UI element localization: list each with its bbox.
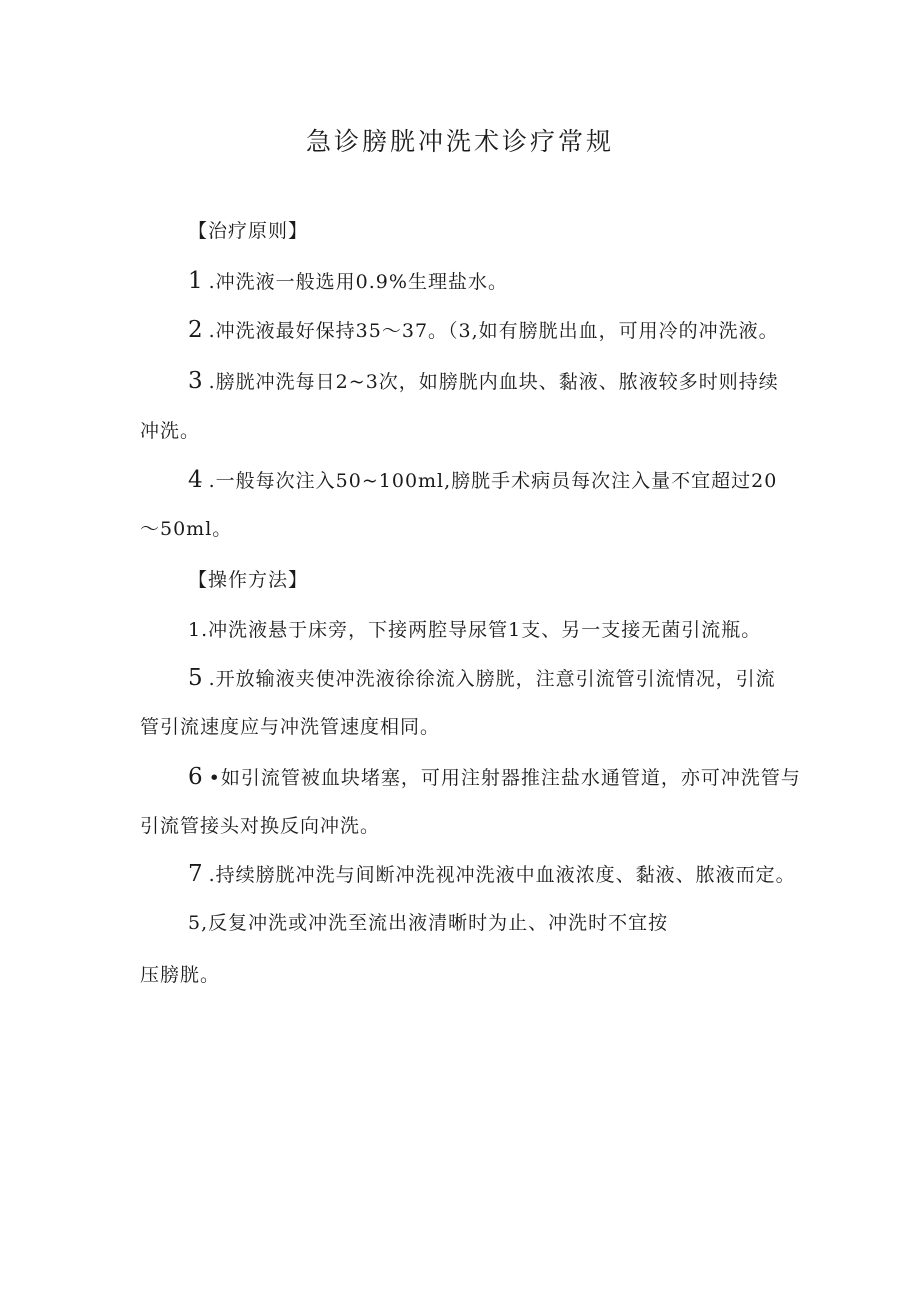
list-item — [188, 861, 796, 888]
section-heading-method: 【操作方法】 — [188, 569, 309, 591]
item-text: .开放输液夹使冲洗液徐徐流入膀胱，注意引流管引流情况，引流 — [208, 668, 776, 690]
item-text: 1.冲洗液悬于床旁，下接两腔导尿管1支、另一支接无菌引流瓶。 — [188, 619, 762, 641]
list-item — [188, 910, 668, 936]
item-number: 6 — [188, 764, 203, 790]
item-text: .冲洗液最好保持35～37。（3,如有膀胱出血，可用冷的冲洗液。 — [208, 320, 779, 342]
list-item — [188, 617, 761, 643]
item-number: 1 — [188, 268, 203, 294]
item-number: 2 — [188, 317, 203, 343]
item-text: .膀胱冲洗每日2~3次，如膀胱内血块、黏液、脓液较多时则持续 — [208, 371, 779, 393]
list-item — [188, 317, 779, 344]
item-text: .一般每次注入50~100ml,膀胱手术病员每次注入量不宜超过20 — [208, 470, 778, 492]
item-continuation: ～50ml。 — [140, 518, 233, 540]
item-continuation: 压膀胱。 — [140, 964, 221, 986]
item-text: .冲洗液一般选用0.9%生理盐水。 — [208, 271, 508, 293]
item-text: .持续膀胱冲洗与间断冲洗视冲洗液中血液浓度、黏液、脓液而定。 — [208, 864, 796, 886]
list-item — [188, 665, 776, 692]
list-item — [188, 368, 779, 395]
item-continuation: 冲洗。 — [140, 420, 201, 442]
item-continuation: 引流管接头对换反向冲洗。 — [140, 815, 381, 837]
section-heading-treatment: 【治疗原则】 — [188, 220, 309, 242]
item-text: •如引流管被血块堵塞，可用注射器推注盐水通管道，亦可冲洗管与 — [208, 767, 801, 789]
list-item — [188, 764, 801, 791]
item-number: 5 — [188, 665, 203, 691]
item-number: 3 — [188, 368, 203, 394]
item-continuation: 管引流速度应与冲洗管速度相同。 — [140, 716, 441, 738]
item-number: 4 — [188, 467, 203, 493]
list-item — [188, 268, 508, 295]
document-title: 急诊膀胱冲洗术诊疗常规 — [305, 127, 614, 156]
item-text: 5,反复冲洗或冲洗至流出液清晰时为止、冲洗时不宜按 — [188, 912, 669, 934]
item-number: 7 — [188, 861, 203, 887]
list-item — [188, 467, 777, 494]
